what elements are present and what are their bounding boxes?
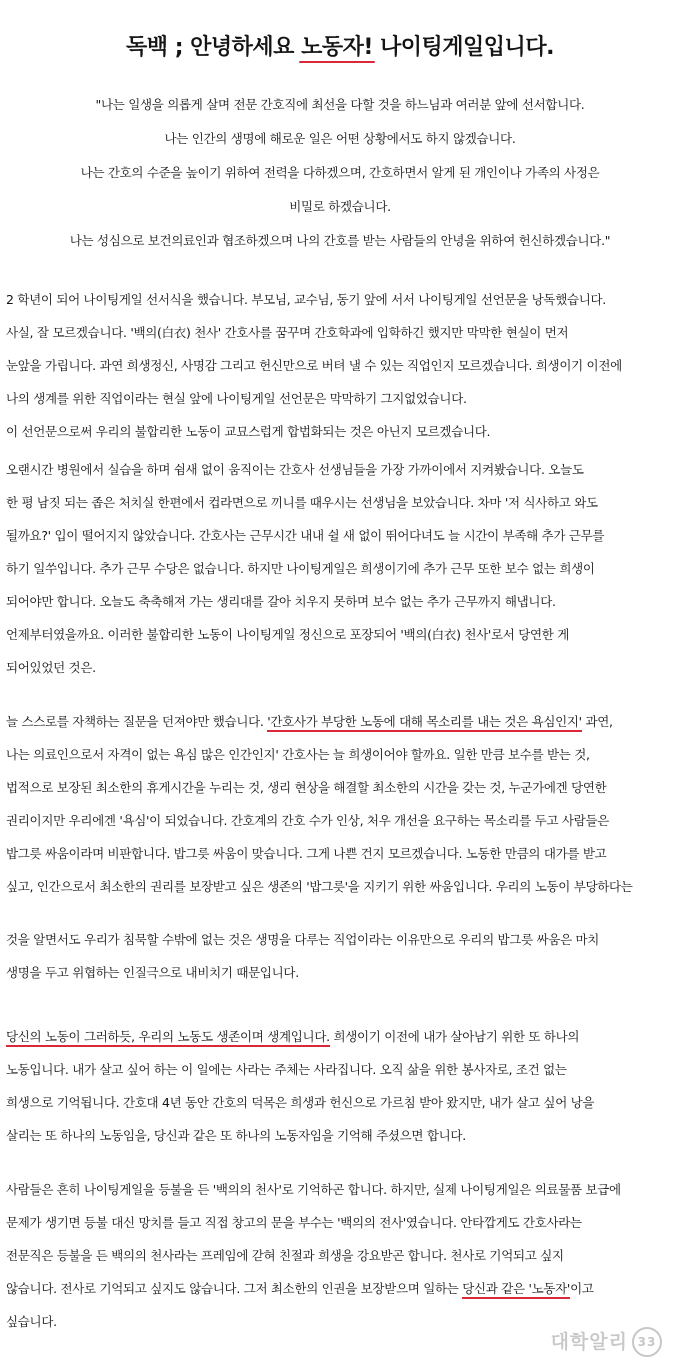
text-line: 이 선언문으로써 우리의 불합리한 노동이 교묘스럽게 합법화되는 것은 아닌지 모르겠습니다. xyxy=(6,424,491,439)
text-line: 밥그릇 싸움이라며 비판합니다. 밥그릇 싸움이 맞습니다. 그게 나쁜 건지 모르겠습니다. 노동한 만큼의 대가를 받고 xyxy=(6,846,607,861)
title-suffix: 나이팅게일입니다. xyxy=(372,35,554,60)
text-line: 문제가 생기면 등불 대신 망치를 들고 직접 창고의 문을 부수는 '백의의 전사'였습니다. 안타깝게도 간호사라는 xyxy=(6,1215,582,1230)
pledge-line: 나는 인간의 생명에 해로운 일은 어떤 상황에서도 하지 않겠습니다. xyxy=(164,131,516,146)
text-line: 되어야만 합니다. 오늘도 축축해져 가는 생리대를 갈아 치우지 못하며 보수 없는 추가 근무까지 해냅니다. xyxy=(6,594,556,609)
text-line: 되어있었던 것은. xyxy=(6,660,96,675)
text-line: 언제부터였을까요. 이러한 불합리한 노동이 나이팅게일 정신으로 포장되어 '백의(白衣) 천사'로서 당연한 게 xyxy=(6,627,570,642)
publisher-watermark xyxy=(551,1327,662,1358)
text-line xyxy=(6,1272,670,1305)
watermark-text: 대학알리 xyxy=(550,1330,628,1353)
underlined-quote: '간호사가 부당한 노동에 대해 목소리를 내는 것은 욕심인지' xyxy=(267,714,582,732)
text-line: 것을 알면서도 우리가 침묵할 수밖에 없는 것은 생명을 다루는 직업이라는 이유만으로 우리의 밥그릇 싸움은 마치 xyxy=(6,932,600,947)
paragraph-2 xyxy=(6,453,670,684)
pledge-line: "나는 일생을 의롭게 살며 전문 간호직에 최선을 다할 것을 하느님과 여러분 앞에 선서합니다. xyxy=(95,97,585,112)
text-line: 사람들은 흔히 나이팅게일을 등불을 든 '백의의 천사'로 기억하곤 합니다. 하지만, 실제 나이팅게일은 의료물품 보급에 xyxy=(6,1182,621,1197)
text-line xyxy=(6,1020,670,1053)
text-line: 살리는 또 하나의 노동임을, 당신과 같은 또 하나의 노동자임을 기억해 주셨으면 합니다. xyxy=(6,1128,466,1143)
title-highlight: 노동자! xyxy=(301,35,373,60)
text-line: 싶습니다. xyxy=(6,1314,57,1329)
paragraph-5 xyxy=(6,1020,670,1152)
text-line: 싶고, 인간으로서 최소한의 권리를 보장받고 싶은 생존의 '밥그릇'을 지키기 위한 싸움입니다. 우리의 노동이 부당하다는 xyxy=(6,879,633,894)
paragraph-6 xyxy=(6,1173,670,1338)
paragraph-4 xyxy=(6,923,670,989)
pledge-line: 비밀로 하겠습니다. xyxy=(289,199,391,214)
pledge-line: 나는 간호의 수준을 높이기 위하여 전력을 다하겠으며, 간호하면서 알게 된 개인이나 가족의 사정은 xyxy=(80,165,600,180)
text-line xyxy=(6,705,670,738)
text-segment: 이고 xyxy=(570,1281,594,1296)
underlined-quote: 당신의 노동이 그러하듯, 우리의 노동도 생존이며 생계입니다. xyxy=(6,1029,330,1047)
text-line: 사실, 잘 모르겠습니다. '백의(白衣) 천사' 간호사를 꿈꾸며 간호학과에 입학하긴 했지만 막막한 현실이 먼저 xyxy=(6,325,569,340)
page-title xyxy=(0,30,680,61)
paragraph-1 xyxy=(6,283,670,448)
text-line: 노동입니다. 내가 살고 싶어 하는 이 일에는 사라는 주체는 사라집니다. 오직 삶을 위한 봉사자로, 조건 없는 xyxy=(6,1062,567,1077)
paragraph-3 xyxy=(6,705,670,903)
text-segment: 희생이기 이전에 내가 살아남기 위한 또 하나의 xyxy=(329,1029,580,1044)
text-segment: 않습니다. 전사로 기억되고 싶지도 않습니다. 그저 최소한의 인권을 보장받으며 일하는 xyxy=(6,1281,459,1296)
text-line: 한 평 남짓 되는 좁은 처치실 한편에서 컵라면으로 끼니를 때우시는 선생님을 보았습니다. 차마 '저 식사하고 와도 xyxy=(6,495,598,510)
text-line: 나의 생계를 위한 직업이라는 현실 앞에 나이팅게일 선언문은 막막하기 그지없었습니다. xyxy=(6,391,467,406)
text-line: 희생으로 기억됩니다. 간호대 4년 동안 간호의 덕목은 희생과 헌신으로 가르침 받아 왔지만, 내가 살고 싶어 낭을 xyxy=(6,1095,595,1110)
text-line: 될까요?' 입이 떨어지지 않았습니다. 간호사는 근무시간 내내 쉴 새 없이 뛰어다녀도 늘 시간이 부족해 추가 근무를 xyxy=(6,528,605,543)
text-line: 오랜시간 병원에서 실습을 하며 쉼새 없이 움직이는 간호사 선생님들을 가장 가까이에서 지켜봤습니다. 오늘도 xyxy=(6,462,584,477)
underlined-quote: 당신과 같은 '노동자' xyxy=(462,1281,570,1299)
nightingale-pledge xyxy=(10,88,670,258)
title-prefix: 독백 ; 안녕하세요 xyxy=(126,35,302,60)
text-line: 전문직은 등불을 든 백의의 천사라는 프레임에 갇혀 친절과 희생을 강요받곤 합니다. 천사로 기억되고 싶지 xyxy=(6,1248,564,1263)
text-line: 법적으로 보장된 최소한의 휴게시간을 누리는 것, 생리 현상을 해결할 최소한의 시간을 갖는 것, 누군가에겐 당연한 xyxy=(6,780,607,795)
text-segment: 늘 스스로를 자책하는 질문을 던져야만 했습니다. xyxy=(6,714,268,729)
text-line: 하기 일쑤입니다. 추가 근무 수당은 없습니다. 하지만 나이팅게일은 희생이기에 추가 근무 또한 보수 없는 희생이 xyxy=(6,561,595,576)
text-line: 눈앞을 가립니다. 과연 희생정신, 사명감 그리고 헌신만으로 버텨 낼 수 있는 직업인지 모르겠습니다. 희생이기 이전에 xyxy=(6,358,622,373)
watermark-badge-icon: 33 xyxy=(632,1327,662,1357)
text-line: 나는 의료인으로서 자격이 없는 욕심 많은 인간인지' 간호사는 늘 희생이어야 할까요. 일한 만큼 보수를 받는 것, xyxy=(6,747,590,762)
text-segment: 과연, xyxy=(581,714,613,729)
text-line: 권리이지만 우리에겐 '욕심'이 되었습니다. 간호계의 간호 수가 인상, 처우 개선을 요구하는 목소리를 두고 사람들은 xyxy=(6,813,610,828)
text-line: 2 학년이 되어 나이팅게일 선서식을 했습니다. 부모님, 교수님, 동기 앞에 서서 나이팅게일 선언문을 낭독했습니다. xyxy=(6,292,606,307)
pledge-line: 나는 성심으로 보건의료인과 협조하겠으며 나의 간호를 받는 사람들의 안녕을 위하여 헌신하겠습니다." xyxy=(69,233,611,248)
text-line: 생명을 두고 위협하는 인질극으로 내비치기 때문입니다. xyxy=(6,965,299,980)
